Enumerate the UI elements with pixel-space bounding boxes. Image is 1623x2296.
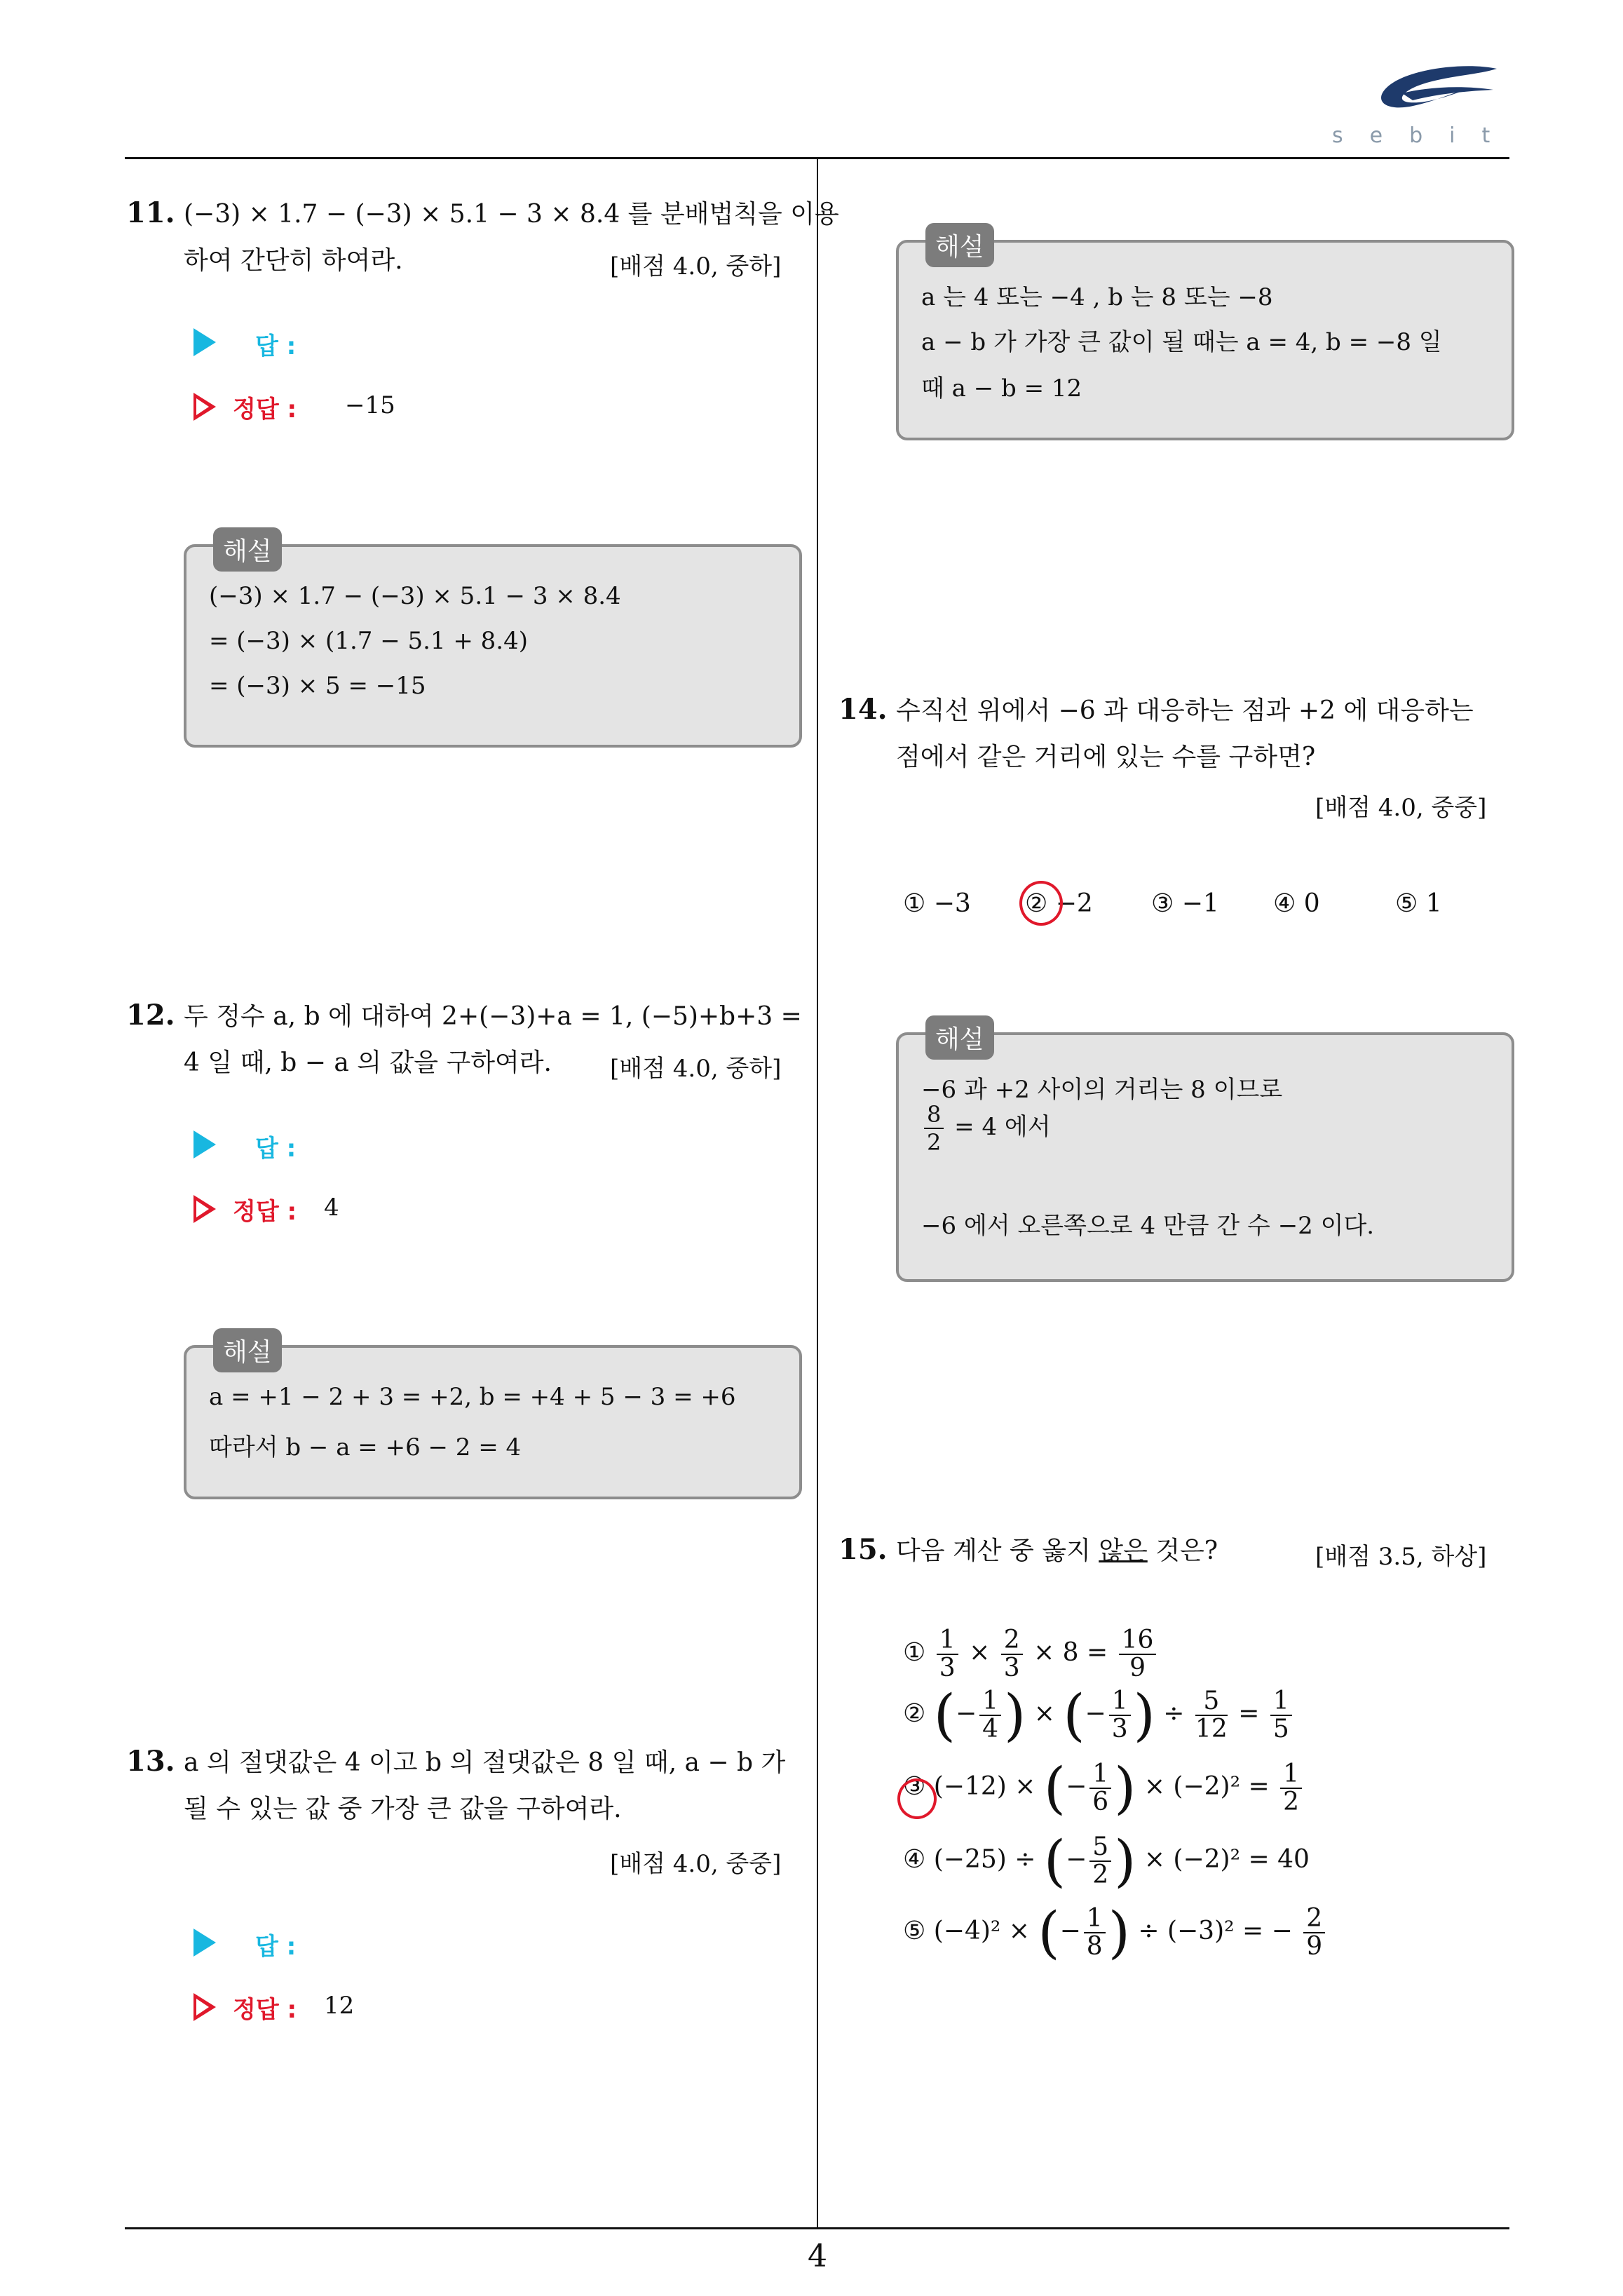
q12-answer-label: 답 : [255,1135,297,1163]
q12-number: 12. [126,999,175,1032]
fraction-tail: = 4 에서 [954,1113,1051,1141]
fraction-denominator: 9 [1306,1932,1323,1961]
q13-explain-line: a − b 가 가장 큰 값이 될 때는 a = 4, b = −8 일 [921,328,1442,356]
fraction-numerator: 5 [1195,1688,1228,1716]
fraction-denominator: 2 [1092,1861,1109,1889]
right-paren: ) [1004,1682,1026,1748]
fraction-numerator: 1 [1084,1905,1106,1933]
expression-head: (−12) × [933,1772,1036,1801]
correct-arrow-icon [193,393,216,421]
q14-number: 14. [838,693,888,726]
operator: = [1238,1699,1260,1728]
q11-correct-label: 정답 : [233,396,297,424]
q15-number: 15. [838,1533,888,1566]
operator: ÷ [1163,1699,1185,1728]
right-paren: ) [1114,1755,1136,1821]
fraction-numerator: 1 [979,1688,1001,1716]
q11-stem-line2: 하여 간단히 하여라. [184,246,403,275]
bottom-rule [125,2227,1509,2229]
correct-arrow-icon [193,1993,216,2021]
fraction-denominator: 8 [1086,1932,1103,1961]
choice-mark: ② [903,1699,926,1728]
choice-mark: ③ [903,1772,926,1801]
expression-head: (−4)² × [933,1917,1030,1945]
fraction-numerator: 1 [1270,1688,1292,1716]
q11-explanation-tag: 해설 [213,527,282,572]
q13-number: 13. [126,1745,175,1778]
q12-explain-line: 따라서 b − a = +6 − 2 = 4 [209,1433,522,1461]
logo-text: sebit [1332,123,1517,148]
sebit-logo [1332,62,1517,153]
fraction-numerator: 2 [1303,1905,1325,1933]
q11-correct-value: −15 [345,391,395,419]
q15-choice-2[interactable] [903,1682,1295,1748]
fraction-numerator: 1 [1089,1761,1111,1789]
expression-head: (−25) ÷ [933,1845,1036,1874]
left-paren: ( [933,1682,956,1748]
q13-explain-line: 때 a − b = 12 [921,374,1082,403]
q15-choice-1[interactable] [903,1627,1159,1682]
q14-choice-2[interactable]: ② −2 [1025,889,1093,918]
answer-arrow-icon [193,1929,216,1957]
fraction-denominator: 9 [1129,1654,1146,1682]
left-paren: ( [1063,1682,1085,1748]
right-paren: ) [1108,1900,1130,1965]
q11-stem-line1: (−3) × 1.7 − (−3) × 5.1 − 3 × 8.4 를 분배법칙을 이용 [184,200,839,229]
q15-choice-5[interactable] [903,1900,1328,1965]
correct-arrow-icon [193,1195,216,1223]
expression-tail: × (−2)² = 40 [1143,1845,1310,1874]
q13-explain-line: a 는 4 또는 −4 , b 는 8 또는 −8 [921,283,1273,311]
q12-meta: [배점 4.0, 중하] [610,1055,782,1083]
q13-stem-line2: 될 수 있는 값 중 가장 큰 값을 구하여라. [184,1795,622,1823]
q14-stem-line1: 수직선 위에서 −6 과 대응하는 점과 +2 에 대응하는 [896,696,1474,725]
q13-explanation-box [896,233,1514,440]
page-number: 4 [808,2238,827,2274]
q11-explain-line: = (−3) × 5 = −15 [209,672,426,700]
fraction-numerator: 5 [1089,1834,1111,1862]
sign: − [955,1699,977,1728]
left-paren: ( [1038,1900,1060,1965]
expression-tail: ÷ (−3)² = − [1138,1917,1293,1945]
fraction-denominator: 2 [1283,1788,1299,1816]
fraction-denominator: 2 [927,1129,942,1156]
right-paren: ) [1114,1828,1136,1893]
fraction-numerator: 8 [924,1101,944,1129]
sign: − [1059,1917,1081,1945]
fraction-numerator: 1 [1280,1761,1302,1789]
column-divider [817,158,818,2227]
q13-stem-line1: a 의 절댓값은 4 이고 b 의 절댓값은 8 일 때, a − b 가 [184,1748,786,1777]
fraction-numerator: 2 [1001,1627,1023,1655]
q13-answer-label: 답 : [255,1933,297,1961]
q12-correct-label: 정답 : [233,1198,297,1226]
q14-explanation-tag: 해설 [925,1015,994,1060]
q15-stem-text: 다음 계산 중 옳지 [896,1537,1099,1565]
fraction-denominator: 3 [939,1654,956,1682]
left-paren: ( [1043,1828,1066,1893]
q14-stem-line2: 점에서 같은 거리에 있는 수를 구하면? [896,743,1316,771]
q14-meta: [배점 4.0, 중중] [1315,794,1487,822]
choice-mark: ⑤ [903,1917,926,1945]
q14-choice-4[interactable]: ④ 0 [1273,889,1320,918]
q14-choice-3[interactable]: ③ −1 [1151,889,1219,918]
sign: − [1085,1699,1106,1728]
q15-meta: [배점 3.5, 하상] [1315,1543,1487,1571]
fraction-denominator: 3 [1111,1715,1128,1743]
fraction-denominator: 12 [1195,1715,1228,1743]
q14-choice-5[interactable]: ⑤ 1 [1395,889,1442,918]
q12-correct-value: 4 [324,1194,339,1222]
q14-explain-fraction-line [921,1101,1051,1156]
q11-explain-line: = (−3) × (1.7 − 5.1 + 8.4) [209,627,528,655]
sign: − [1066,1845,1087,1874]
answer-arrow-icon [193,1130,216,1159]
q12-explanation-box [184,1338,802,1499]
fraction-numerator: 1 [1109,1688,1131,1716]
q14-choice-1[interactable]: ① −3 [903,889,971,918]
q12-stem-line2: 4 일 때, b − a 의 값을 구하여라. [184,1048,552,1077]
q15-choice-3[interactable] [903,1755,1305,1821]
q12-explanation-tag: 해설 [213,1328,282,1372]
q14-explain-line: −6 과 +2 사이의 거리는 8 이므로 [921,1076,1283,1104]
q13-meta: [배점 4.0, 중중] [610,1850,782,1878]
answer-arrow-icon [193,328,216,356]
left-paren: ( [1043,1755,1066,1821]
q15-stem-text: 것은? [1147,1537,1218,1565]
q11-number: 11. [126,196,175,229]
fraction-denominator: 4 [982,1715,999,1743]
q15-choice-4[interactable] [903,1828,1310,1893]
fraction-denominator: 3 [1003,1654,1020,1682]
q14-explanation-box [896,1025,1514,1282]
fraction-denominator: 5 [1272,1715,1289,1743]
fraction-numerator: 16 [1119,1627,1157,1655]
choice-mark: ④ [903,1845,926,1874]
fraction-denominator: 6 [1092,1788,1109,1816]
q13-correct-value: 12 [324,1992,355,2020]
fraction-numerator: 1 [937,1627,958,1655]
q15-stem [896,1529,1218,1574]
q11-meta: [배점 4.0, 중하] [610,252,782,281]
q12-stem-line1: 두 정수 a, b 에 대하여 2+(−3)+a = 1, (−5)+b+3 = [184,1002,802,1031]
selected-mark-circle [1019,881,1063,926]
expression-tail: × (−2)² = [1143,1772,1270,1801]
swoosh-icon [1360,62,1500,125]
q13-explanation-tag: 해설 [925,223,994,267]
expression-tail: × 8 = [1033,1638,1108,1667]
selected-mark-circle [897,1778,937,1819]
q11-explain-line: (−3) × 1.7 − (−3) × 5.1 − 3 × 8.4 [209,582,621,610]
q12-explain-line: a = +1 − 2 + 3 = +2, b = +4 + 5 − 3 = +6 [209,1383,736,1411]
q11-explanation-box [184,537,802,748]
right-paren: ) [1133,1682,1155,1748]
choice-mark: ① [903,1638,926,1667]
operator: × [969,1638,991,1667]
q15-stem-underlined: 않은 [1099,1537,1148,1565]
operator: × [1033,1699,1055,1728]
q11-answer-label: 답 : [255,332,297,360]
q14-explain-line: −6 에서 오른쪽으로 4 만큼 간 수 −2 이다. [921,1212,1375,1240]
q13-correct-label: 정답 : [233,1996,297,2024]
sign: − [1066,1772,1087,1801]
